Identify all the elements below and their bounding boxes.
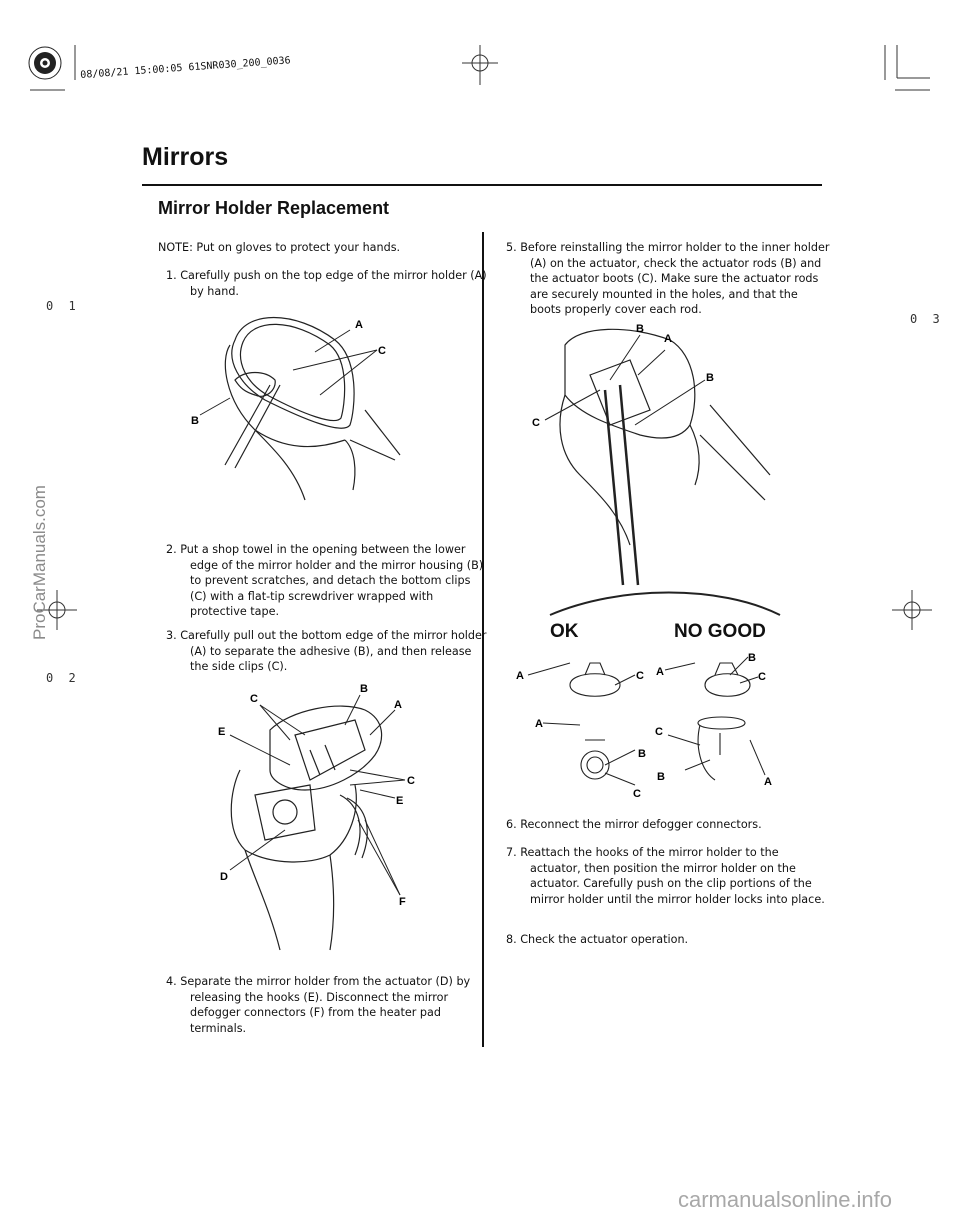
label-b4b: B [638,748,646,760]
label-b: B [191,415,199,427]
label-c4c: C [633,788,641,800]
corner-code-01: 0 1 [46,299,80,313]
label-c2: C [250,693,258,705]
label-f2: F [399,896,406,908]
ok-label: OK [550,621,579,642]
label-b4: B [748,652,756,664]
step-5: 5. Before reinstalling the mirror holder to the inner holder (A) on the actuator, check the actuator rods (B) and the actuator boots (C). Make sure the actuator rods are securely mounted in the holes, and that the boots properly cover each rod. [506,241,830,317]
label-a4: A [516,670,524,682]
step-4: 4. Separate the mirror holder from the actuator (D) by releasing the hooks (E). Disconnect the mirror defogger connectors (F) from the heater pad terminals. [166,975,471,1035]
title-rule [142,184,822,186]
label-b2: B [360,683,368,695]
label-d2: D [220,871,228,883]
print-stamp: 08/08/21 15:00:05 61SNR030_200_0036 [80,55,291,81]
figure-actuator-check [520,315,790,625]
label-a4b: A [656,666,664,678]
label-c4d: C [655,726,663,738]
corner-code-02: 0 2 [46,671,80,685]
label-e2b: E [396,795,404,807]
label-b4c: B [657,771,665,783]
figure-mirror-separation [210,680,420,955]
side-watermark: ProCarManuals.com [30,485,49,640]
registration-target-icon [29,47,61,79]
label-a4c: A [535,718,543,730]
step-2: 2. Put a shop towel in the opening between the lower edge of the mirror holder and the mirror housing (B) to prevent scratches, and detach the bottom clips (C) with a flat-tip screwdriver wrapped with protective tape. [166,543,484,619]
registration-marks [0,0,960,120]
step-6: 6. Reconnect the mirror defogger connectors. [506,818,762,831]
label-a3: A [664,333,672,345]
label-c4b: C [758,671,766,683]
step-1: 1. Carefully push on the top edge of the mirror holder (A) by hand. [166,269,487,298]
section-title: Mirror Holder Replacement [158,198,390,218]
page-title: Mirrors [142,143,229,171]
step-7: 7. Reattach the hooks of the mirror holder to the actuator, then position the mirror holder on the actuator. Carefully push on the clip portions of the mirror holder until the mirror holder locks into place. [506,846,825,906]
step-3: 3. Carefully pull out the bottom edge of the mirror holder (A) to separate the adhesive (B), and then release the side clips (C). [166,629,487,674]
label-c2b: C [407,775,415,787]
no-good-label: NO GOOD [674,621,766,642]
figure-mirror-push [185,300,415,525]
label-c3: C [532,417,540,429]
corner-code-03: 0 3 [910,312,944,326]
label-a: A [355,319,363,331]
figure-ok-no-good [510,645,790,800]
label-c: C [378,345,386,357]
label-a2: A [394,699,402,711]
footer-watermark: carmanualsonline.info [678,1187,893,1212]
label-b3: B [636,323,644,335]
label-c4: C [636,670,644,682]
label-e2: E [218,726,226,738]
label-b3b: B [706,372,714,384]
note-text: NOTE: Put on gloves to protect your hands. [158,241,401,254]
step-8: 8. Check the actuator operation. [506,933,689,946]
label-a4d: A [764,776,772,788]
